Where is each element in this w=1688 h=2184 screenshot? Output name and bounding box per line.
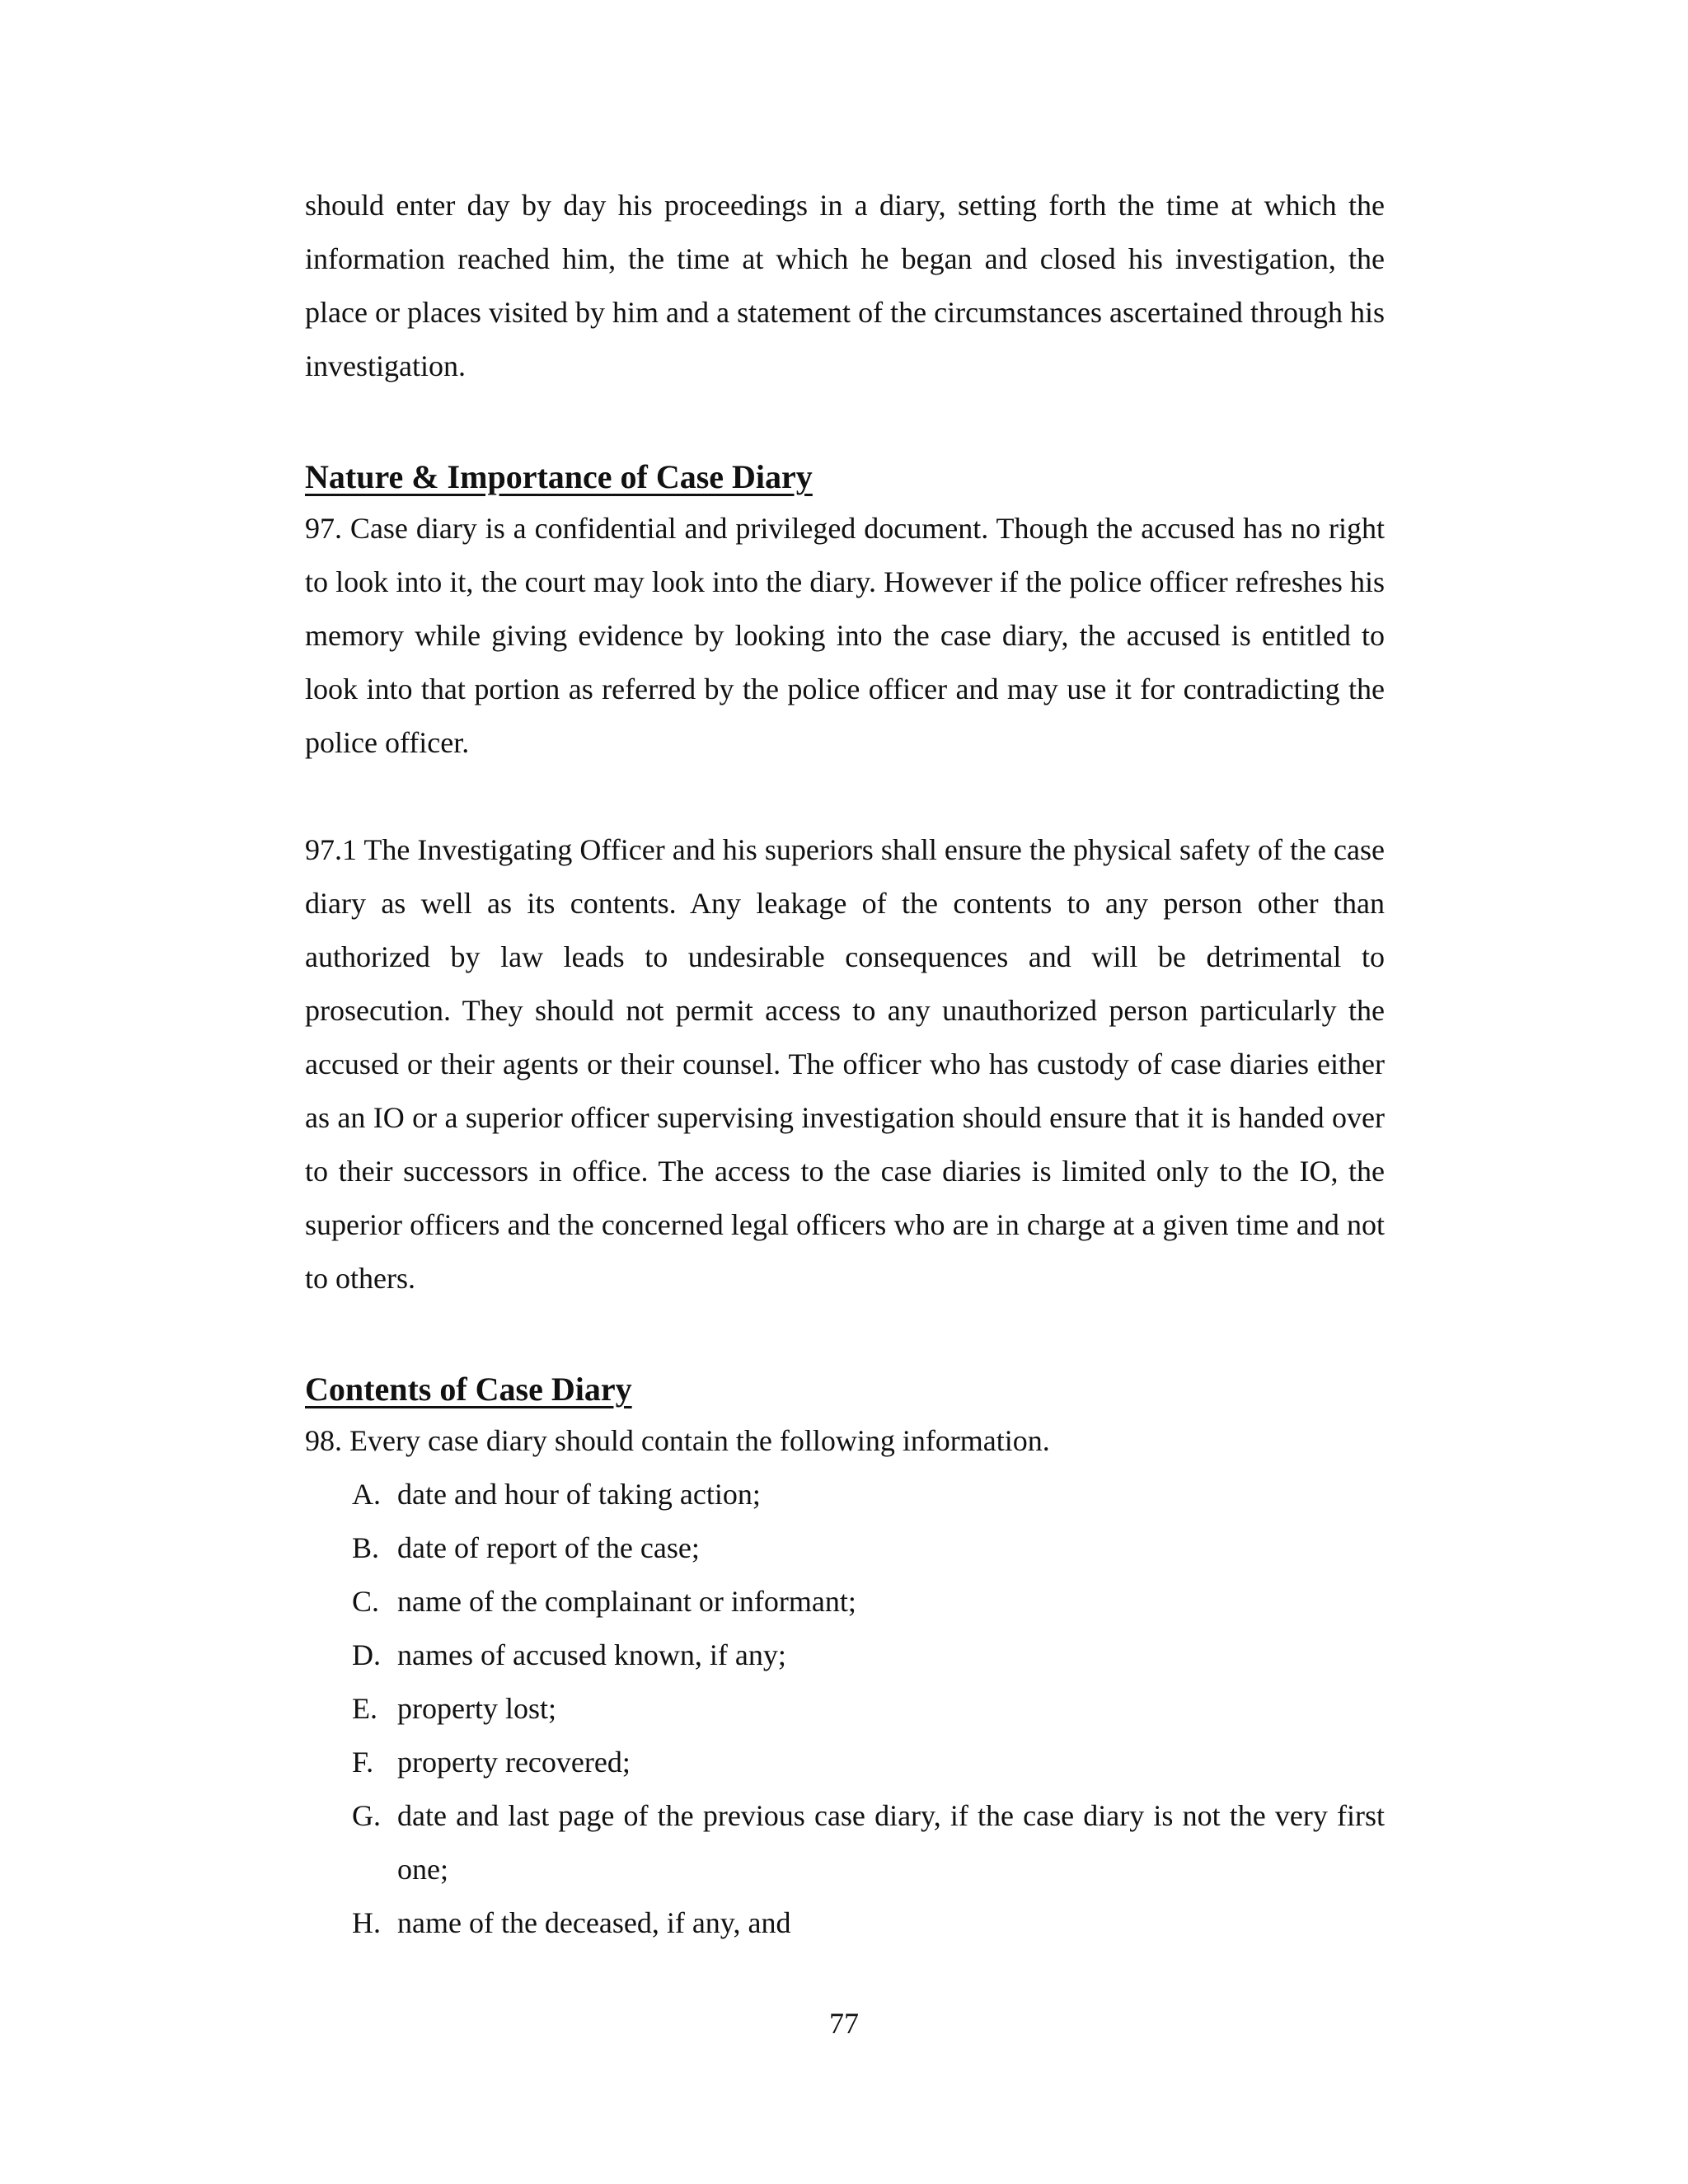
list-item-text: names of accused known, if any;: [397, 1638, 786, 1671]
paragraph-98: 98. Every case diary should contain the following information.: [305, 1424, 1050, 1457]
list-marker: H.: [352, 1906, 381, 1939]
spacer: [305, 770, 1385, 823]
list-marker: E.: [352, 1692, 377, 1725]
list-item-text: property lost;: [397, 1692, 556, 1725]
heading-contents-case-diary: Contents of Case Diary: [305, 1371, 632, 1408]
contents-list: [305, 1468, 1385, 1950]
list-marker: D.: [352, 1638, 381, 1671]
list-item-text: name of the deceased, if any, and: [397, 1906, 791, 1939]
list-item-text: property recovered;: [397, 1746, 631, 1779]
list-marker: A.: [352, 1478, 381, 1511]
list-marker: B.: [352, 1531, 380, 1564]
document-page: [305, 179, 1385, 1950]
paragraph-97-1: 97.1 The Investigating Officer and his superiors shall ensure the physical safety of the case diary as well as its contents. Any leakage of the contents to any person other than authorized by law leads to undesirable consequences and will be detrimental to prosecution. They should not permit access to any unauthorized person particularly the accused or their agents or their counsel. The officer who has custody of case diaries either as an IO or a superior officer supervising investigation should ensure that it is handed over to their successors in office. The access to the case diaries is limited only to the IO, the superior officers and the concerned legal officers who are in charge at a given time and not to others.: [305, 833, 1385, 1295]
heading-nature-importance: Nature & Importance of Case Diary: [305, 458, 813, 495]
list-item: [305, 1629, 1385, 1682]
list-item: [305, 1789, 1385, 1896]
list-item: [305, 1896, 1385, 1950]
spacer: [305, 393, 1385, 452]
list-item-text: date and last page of the previous case diary, if the case diary is not the very first one;: [397, 1799, 1385, 1886]
intro-paragraph: should enter day by day his proceedings in a diary, setting forth the time at which the information reached him, the time at which he began and closed his investigation, the place or places visited by him and a statement of the circumstances ascertained through his investigation.: [305, 189, 1385, 382]
list-marker: F.: [352, 1746, 374, 1779]
list-marker: G.: [352, 1799, 381, 1832]
list-item: [305, 1682, 1385, 1736]
list-item: [305, 1736, 1385, 1789]
list-item: [305, 1521, 1385, 1575]
list-item: [305, 1575, 1385, 1629]
list-item: [305, 1468, 1385, 1521]
spacer: [305, 1305, 1385, 1365]
list-item-text: date of report of the case;: [397, 1531, 700, 1564]
list-item-text: date and hour of taking action;: [397, 1478, 761, 1511]
page-number: 77: [829, 2007, 859, 2040]
list-item-text: name of the complainant or informant;: [397, 1585, 856, 1618]
list-marker: C.: [352, 1585, 380, 1618]
paragraph-97: 97. Case diary is a confidential and privileged document. Though the accused has no right to look into it, the court may look into the diary. However if the police officer refreshes his memory while giving evidence by looking into the case diary, the accused is entitled to look into that portion as referred by the police officer and may use it for contradicting the police officer.: [305, 512, 1385, 759]
